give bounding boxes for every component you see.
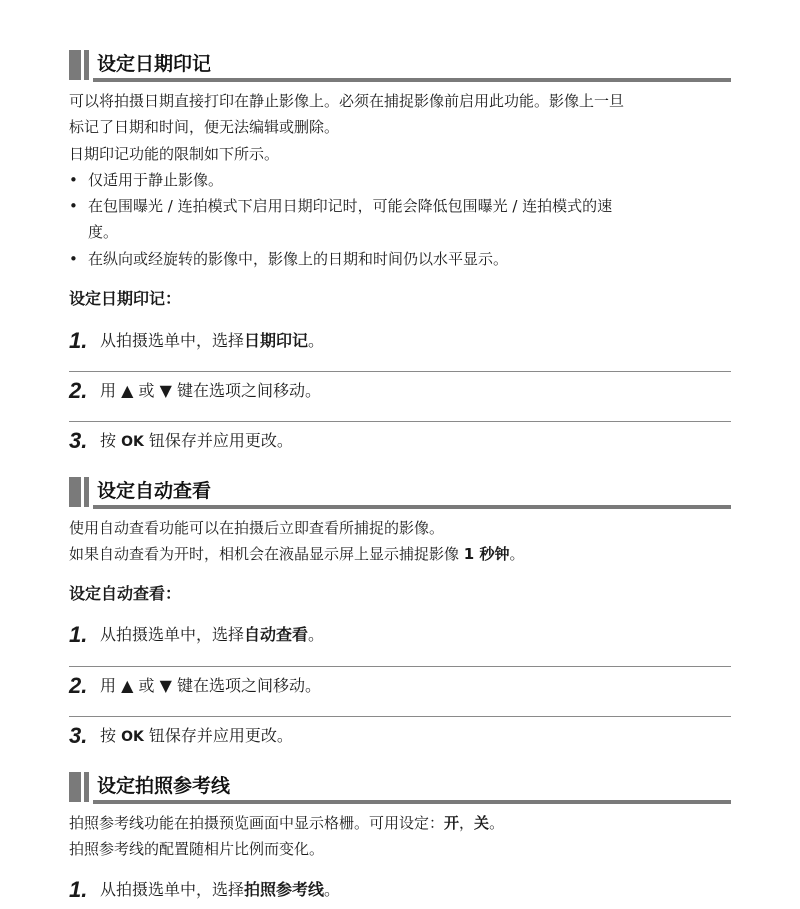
step-text: 按 OK 钮保存并应用更改。 <box>100 726 293 745</box>
step-number: 1. <box>69 877 88 902</box>
header-marker <box>84 772 89 802</box>
section-title: 设定拍照参考线 <box>97 775 231 797</box>
section-header-auto-review <box>69 477 731 509</box>
list-item-text: 在纵向或经旋转的影像中，影像上的日期和时间仍以水平显示。 <box>88 250 509 268</box>
step-number: 3. <box>69 428 88 453</box>
header-marker <box>84 477 89 507</box>
paragraph: 拍照参考线功能在拍摄预览画面中显示格栅。可用设定：开，关。 <box>69 814 505 832</box>
divider <box>69 421 731 422</box>
step-text: 用 ▲ 或 ▼ 键在选项之间移动。 <box>100 676 321 695</box>
subheading: 设定自动查看： <box>69 584 182 603</box>
header-marker <box>69 477 81 507</box>
header-marker <box>69 50 81 80</box>
step-text: 从拍摄选单中，选择拍照参考线。 <box>100 880 341 899</box>
paragraph: 拍照参考线的配置随相片比例而变化。 <box>69 840 325 858</box>
step-text: 按 OK 钮保存并应用更改。 <box>100 431 293 450</box>
divider <box>69 666 731 667</box>
step-text: 用 ▲ 或 ▼ 键在选项之间移动。 <box>100 381 321 400</box>
list-item-text: 在包围曝光 / 连拍模式下启用日期印记时，可能会降低包围曝光 / 连拍模式的速 <box>88 197 613 215</box>
step-number: 1. <box>69 328 88 353</box>
menu-item-name: 拍照参考线 <box>244 880 325 899</box>
option-off: 关 <box>474 814 490 832</box>
header-rule <box>93 505 731 509</box>
bullet-marker: • <box>69 197 78 215</box>
step-number: 3. <box>69 723 88 748</box>
section-header-date-imprint <box>69 50 731 82</box>
bullet-marker: • <box>69 171 78 189</box>
list-item-text: 度。 <box>88 223 119 241</box>
paragraph: 使用自动查看功能可以在拍摄后立即查看所捕捉的影像。 <box>69 519 445 537</box>
option-on: 开 <box>444 814 460 832</box>
subheading: 设定日期印记： <box>69 289 182 308</box>
step-number: 2. <box>69 673 88 698</box>
header-marker <box>84 50 89 80</box>
menu-item-name: 日期印记 <box>244 331 309 350</box>
section-header-grid-lines <box>69 772 731 804</box>
header-rule <box>93 800 731 804</box>
step-text: 从拍摄选单中，选择日期印记。 <box>100 331 325 350</box>
divider <box>69 716 731 717</box>
step-number: 2. <box>69 378 88 403</box>
ok-key-label: OK <box>121 729 144 745</box>
paragraph: 标记了日期和时间，便无法编辑或删除。 <box>69 118 340 136</box>
header-rule <box>93 78 731 82</box>
paragraph: 日期印记功能的限制如下所示。 <box>69 145 280 163</box>
ok-key-label: OK <box>121 434 144 450</box>
list-item-text: 仅适用于静止影像。 <box>88 171 224 189</box>
bullet-marker: • <box>69 250 78 268</box>
section-title: 设定日期印记 <box>97 53 212 75</box>
header-marker <box>69 772 81 802</box>
paragraph: 可以将拍摄日期直接打印在静止影像上。必须在捕捉影像前启用此功能。影像上一旦 <box>69 92 625 110</box>
duration-value: 1 秒钟 <box>463 545 510 563</box>
step-text: 从拍摄选单中，选择自动查看。 <box>100 625 325 644</box>
section-title: 设定自动查看 <box>97 480 212 502</box>
menu-item-name: 自动查看 <box>244 625 309 644</box>
paragraph: 如果自动查看为开时，相机会在液晶显示屏上显示捕捉影像 1 秒钟。 <box>69 545 525 563</box>
divider <box>69 371 731 372</box>
step-number: 1. <box>69 622 88 647</box>
